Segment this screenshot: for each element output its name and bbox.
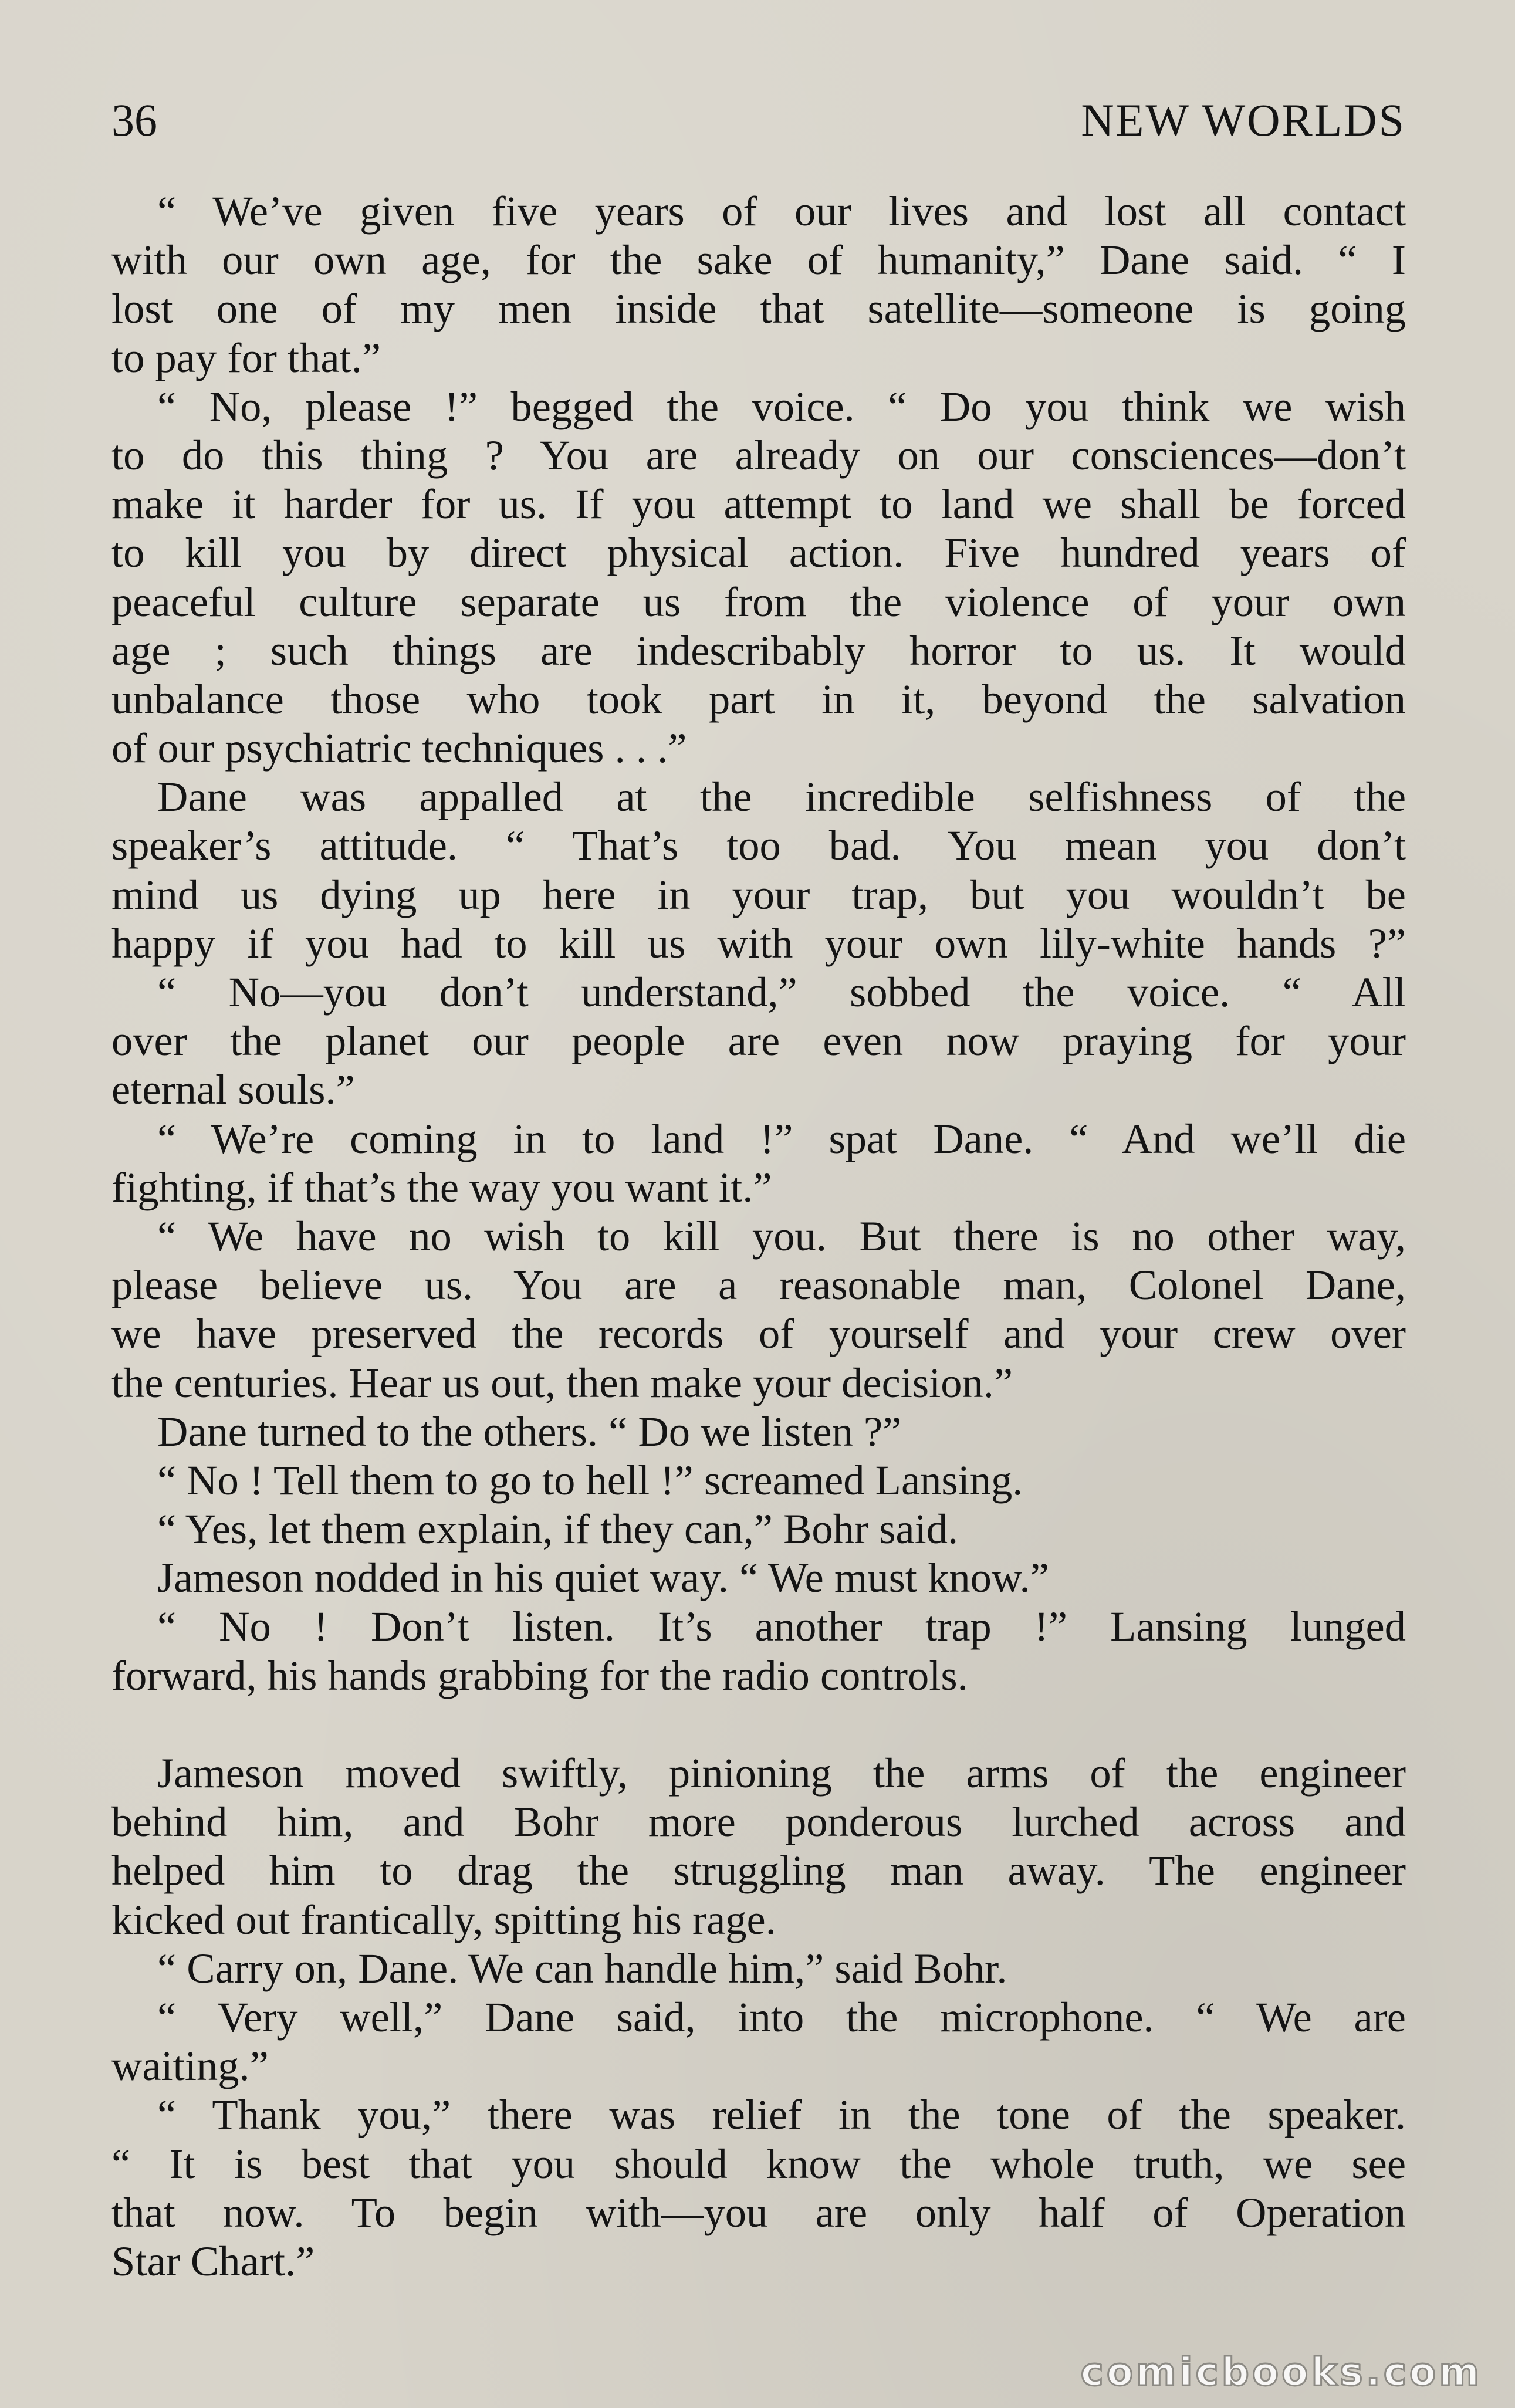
text-line: Jameson moved swiftly, pinioning the arms of the engineer [157,1749,1406,1797]
text-line: to do this thing ? You are already on our consciences—don’t [111,431,1406,479]
page-header [111,88,1406,153]
text-line: helped him to drag the struggling man away. The engineer [111,1846,1406,1895]
text-line: that now. To begin with—you are only half of Operation [111,2188,1406,2236]
text-line: forward, his hands grabbing for the radio controls. [111,1651,968,1699]
text-line: “ No, please !” begged the voice. “ Do you think we wish [157,382,1406,430]
text-line: age ; such things are indescribably horror to us. It would [111,626,1406,674]
text-line: eternal souls.” [111,1066,355,1114]
text-line: Dane turned to the others. “ Do we listen ?” [157,1407,902,1455]
text-line: “ We’ve given five years of our lives and lost all contact [157,187,1406,235]
watermark: comicbooks.com [1080,2349,1482,2395]
text-line: “ Carry on, Dane. We can handle him,” said Bohr. [157,1944,1007,1992]
text-line: with our own age, for the sake of humanity,” Dane said. “ I [111,236,1406,284]
text-line: “ No ! Tell them to go to hell !” screamed Lansing. [157,1456,1023,1504]
text-line: please believe us. You are a reasonable man, Colonel Dane, [111,1261,1406,1309]
text-line: fighting, if that’s the way you want it.” [111,1163,772,1211]
text-line: “ We’re coming in to land !” spat Dane. “ And we’ll die [157,1114,1406,1162]
text-line: “ Thank you,” there was relief in the tone of the speaker. [157,2091,1406,2139]
text-line: peaceful culture separate us from the violence of your own [111,577,1406,625]
text-line: unbalance those who took part in it, beyond the salvation [111,675,1406,723]
text-line: “ Yes, let them explain, if they can,” Bohr said. [157,1505,959,1553]
text-line: “ Very well,” Dane said, into the microphone. “ We are [157,1993,1406,2041]
page-number: 36 [111,94,157,146]
text-line: “ We have no wish to kill you. But there is no other way, [157,1212,1406,1260]
text-line: lost one of my men inside that satellite—someone is going [111,285,1406,333]
running-head: NEW WORLDS [1081,94,1406,146]
text-line: waiting.” [111,2042,269,2090]
section-break [111,1700,1406,1748]
text-line: happy if you had to kill us with your own lily-white hands ?” [111,919,1406,967]
text-line: to kill you by direct physical action. Five hundred years of [111,529,1406,577]
text-line: the centuries. Hear us out, then make your decision.” [111,1358,1013,1406]
text-line: make it harder for us. If you attempt to land we shall be forced [111,480,1406,528]
text-line: kicked out frantically, spitting his rage. [111,1895,776,1943]
text-line: we have preserved the records of yourself and your crew over [111,1310,1406,1358]
body-text [111,187,1406,2285]
text-line: “ It is best that you should know the whole truth, we see [111,2139,1406,2187]
text-line: to pay for that.” [111,333,381,381]
text-line: Dane was appalled at the incredible selfishness of the [157,773,1406,821]
text-line: of our psychiatric techniques . . .” [111,724,687,772]
text-line: behind him, and Bohr more ponderous lurched across and [111,1798,1406,1846]
text-line: over the planet our people are even now praying for your [111,1017,1406,1065]
text-line: mind us dying up here in your trap, but you wouldn’t be [111,870,1406,918]
text-line: Jameson nodded in his quiet way. “ We must know.” [157,1554,1049,1602]
text-line: “ No—you don’t understand,” sobbed the voice. “ All [157,968,1406,1016]
text-line: speaker’s attitude. “ That’s too bad. You mean you don’t [111,821,1406,870]
text-line: Star Chart.” [111,2237,315,2285]
text-line: “ No ! Don’t listen. It’s another trap !” Lansing lunged [157,1602,1406,1651]
